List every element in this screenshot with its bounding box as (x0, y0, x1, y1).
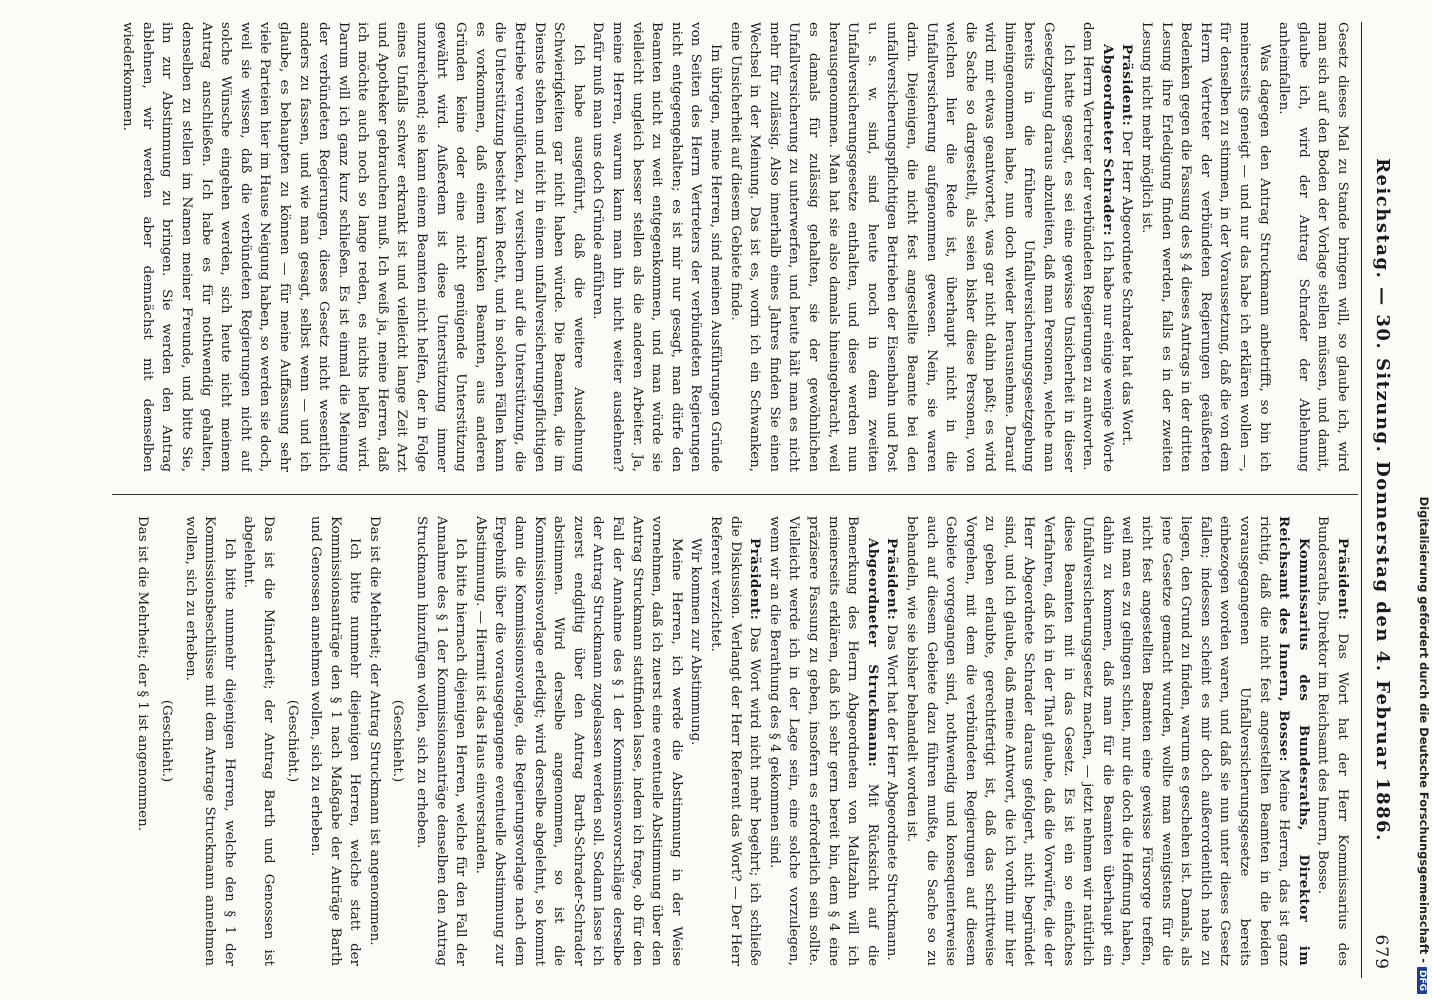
header-rule (1361, 22, 1362, 978)
speech-paragraph (882, 516, 902, 966)
speaker-name: Präsident: (1119, 44, 1136, 127)
body-paragraph: Was dagegen den Antrag Struckmann anbetrifft, so bin ich meinerseits geneigt — und nur das habe ich erklären wollen —, für denselben zu stimmen, in der Voraussetzung, daß die von dem Herrn Vertreter der verbündeten Regierungen geäußerten Bedenken gegen die Fassung des § 4 dieses Antrags in der dritten Lesung ihre Erledigung finden werden, falls es in der zweiten Lesung nicht mehr möglich ist. (1139, 22, 1272, 472)
body-paragraph: Das ist die Mehrheit; der § 1 ist angenommen. (135, 516, 151, 831)
speaker-name: Präsident: (747, 538, 764, 621)
body-paragraph: Gesetz dieses Mal zu Stande bringen will, so glaube ich, wird man sich auf den Boden der Vorlage stellen müssen, und damit, glaube ich, wird der Antrag Schrader der Ablehnung anheimfallen. (1276, 22, 1350, 472)
body-paragraph: Ich bitte nunmehr diejenigen Herren, welche statt der Kommissionsanträge den § 1 nach Maßgabe der Anträge Barth und Genossen annehmen wollen, sich zu erheben. (308, 516, 363, 966)
speech-text: Mit Rücksicht auf die Bemerkung des Herrn Abgeordneten von Maltzahn will ich meinerseits erklären, daß ich sehr gern bereit bin, dem § 4 eine präzisere Fassung zu geben, insofern es erforderlich sein sollte. Vielleicht werde ich in der Lage sein, eine solche vorzulegen, wenn wir an die Berathung des § 4 gekommen sind. (766, 516, 880, 966)
body-paragraph: Im übrigen, meine Herren, sind meinen Ausführungen Gründe von Seiten des Herrn Vertreters der verbündeten Regierungen nicht entgegengehalten; es ist mir nur gesagt, man dürfe den Beamten nicht zu weit entgegenkommen, und man würde sie vielleicht ungleich besser stellen als die anderen Arbeiter. Ja, meine Herren, warum kann man ihn nicht weiter ausdehnen? Dafür muß man uns doch Gründe anführen. (590, 22, 723, 472)
speech-text: Das Wort hat der Herr Kommissarius des Bundesraths, Direktor im Reichsamt des Innern, Bosse. (1315, 516, 1350, 966)
speech-text: Meine Herren, das ist ganz richtig, daß die nicht fest angestellten Beamten in die beiden vorausgegangenen Unfallversicherungsgesetze bereits einbezogen worden waren, und daß sie nun unter dieses Gesetz fallen; indessen scheint es mir doch außerordentlich nahe zu liegen, den Grund zu finden, warum es geschehen ist. Damals, als jene Gesetze gemacht wurden, wollte man wenigstens für die nicht fest angestellten Beamten eine gewisse Fürsorge treffen, weil man es zu gelingen schien, nur die doch die Hoffnung haben, dahin zu kommen, daß man für die Beamten überhaupt ein Unfallversicherungsgesetz machen, — jetzt nehmen wir natürlich diese Beamten mit in das Gesetz. Es ist ein so einfaches Verfahren, daß ich in der That glaube, daß die Vorwürfe, die der Herr Abgeordnete Schrader daraus gefolgert, nicht begründet sind, und ich glaube, daß meine Antwort, die ich vorhin mir hier zu geben erlaubte, gerechtfertigt ist, daß das schrittweise Vorgehen, mit dem die verbündeten Regierungen auf diesem Gebiete vorgegangen sind, nothwendig und konsequenterweise auch auf diesem Gebiete dazu führen mußte, die Sache so zu behandeln, wie sie bisher behandelt worden ist. (903, 516, 1292, 966)
right-column (102, 516, 1352, 966)
running-header (1362, 22, 1392, 978)
speech-text: Ich habe nur einige wenige Worte dem Herrn Vertreter der verbündeten Regierungen zu antworten. (1080, 22, 1115, 472)
speaker-name: Präsident: (884, 538, 901, 621)
speaker-name: Abgeordneter Struckmann: (864, 538, 881, 768)
speech-text: Das Wort hat der Herr Abgeordnete Struckmann. (884, 624, 900, 961)
speech-paragraph (1313, 516, 1352, 966)
body-paragraph: Das ist die Mehrheit; der Antrag Struckmann ist angenommen. (366, 516, 382, 946)
credit-text: Digitalisierung gefördert durch die Deutsche Forschungsgemeinschaft - (1417, 496, 1431, 963)
speech-text: Der Herr Abgeordnete Schrader hat das Wort. (1119, 130, 1135, 447)
speech-paragraph (705, 516, 764, 966)
dfg-logo-icon: DFG (1417, 967, 1427, 994)
body-paragraph: Ich habe ausgeführt, daß die weitere Ausdehnung Schwierigkeiten gar nicht haben würde. Die Beamten, die im Dienste stehen und nicht in einem unfallversicherungspflichtigen Betriebe verunglücken, zu versichern auf die Unterstützung, die die Unterstützung besteht kein Recht, und in solchen Fällen kann es vorkommen, daß einem kranken Beamten, aus anderen Gründen keine oder eine nicht genügende Unterstützung gewährt wird. Außerdem ist diese Unterstützung immer unzureichend; sie kann einem Beamten nicht helfen, der in Folge eines Unfalls schwer erkrankt ist und vielleicht lange Zeit Arzt und Apotheker gebrauchen muß. Ich weiß ja, meine Herren, daß ich möchte auch noch so lange reden, es nichts helfen wird. Darum will ich ganz kurz schließen. Es ist einmal die Meinung der verbündeten Regierungen, dieses Gesetz nicht wesentlich anders zu fassen, und wie man gesagt, selbst wenn — und ich glaube, es behaupten zu können — für meine Auffassung sehr viele Parteien hier im Hause Neigung haben, so werden sie doch, weil sie wissen, daß die verbündeten Regierungen nicht auf solche Wünsche eingehen werden, sich heute nicht meinem Antrag anschließen. Ich habe es für nothwendig gehalten, denselben zu stellen im Namen meiner Freunde, und bitte Sie, ihn zur Abstimmung zu bringen. Sie werden den Antrag ablehnen, wir werden aber demnächst mit demselben wiederkommen. (120, 22, 586, 472)
digitization-sidebar (1414, 0, 1432, 1000)
dfg-credit (1413, 4, 1431, 994)
speaker-name: Präsident: (1335, 538, 1351, 621)
stage-direction: (Geschieht.) (390, 699, 406, 783)
speaker-name: Kommissarius des Bundesraths, Direktor im Reichsamt des Innern, Bosse: (1276, 516, 1312, 966)
speech-paragraph (901, 516, 1312, 966)
speaker-name: Abgeordneter Schrader: (1099, 44, 1116, 237)
speech-paragraph (764, 516, 882, 966)
speech-paragraph (1078, 22, 1117, 472)
speech-paragraph (1117, 22, 1137, 472)
body-paragraph: Das ist die Minderheit; der Antrag Barth und Genossen ist abgelehnt. (241, 516, 276, 966)
body-paragraph: Meine Herren, ich werde die Abstimmung in der Weise vornehmen, daß ich zuerst eine eventuelle Abstimmung über den Antrag Struckmann stattfinden lasse, indem ich frage, ob für den Fall der Annahme des § 1 der Kommissionsvorschläge derselbe der Antrag Struckmann zugelassen werden soll. Sodann lasse ich zuerst endgiltig über den Antrag Barth-Schrader-Schrader abstimmen. Wird derselbe angenommen, so ist die Kommissionsvorlage erledigt; wird derselbe abgelehnt, so kommt dann die Kommissionsvorlage, die Regierungsvorlage nach dem Ergebniß über die vorausgegangene eventuelle Abstimmung zur Abstimmung. — Hiermit ist das Haus einverstanden. (472, 516, 684, 966)
stage-direction: (Geschieht.) (284, 699, 300, 783)
column-divider (112, 494, 1358, 495)
body-paragraph: Wir kommen zur Abstimmung. (688, 538, 704, 746)
header-title: Reichstag. — 30. Sitzung. Donnerstag den 4. Februar 1886. (1372, 158, 1393, 842)
speech-text: Das Wort wird nicht mehr begehrt; ich schließe die Diskussion. Verlangt der Herr Referent das Wort? — Der Herr Referent verzichtet. (708, 516, 763, 966)
body-paragraph: Ich bitte nunmehr diejenigen Herren, welche den § 1 der Kommissionsbeschlüsse mit dem Antrage Struckmann annehmen wollen, sich zu erheben. (182, 516, 237, 966)
rotated-page-content (92, 22, 1392, 978)
body-paragraph: Ich hatte gesagt, es sei eine gewisse Unsicherheit in dieser Gesetzgebung daraus abzuleiten, daß man Personen, welche man bereits in die frühere Unfallversicherungsgesetzgebung hineingenommen habe, nun doch wieder herausnehme. Darauf wird mir etwas geantwortet, was gar nicht dahin paßt; es wird die Sache so dargestellt, als seien bisher diese Personen, von welchen hier die Rede ist, überhaupt nicht in die Unfallversicherung aufgenommen gewesen. Nein, sie waren darin. Diejenigen, die nicht fest angestellte Beamte bei den unfallversicherungspflichtigen Betrieben der Eisenbahn und Post u. s. w. sind, sind heute noch in dem zweiten Unfallversicherungsgesetze enthalten, und diese werden nun herausgenommen. Man hat sie also damals hineingebracht, weil es damals für zulässig gehalten, sie der gewöhnlichen Unfallversicherung zu unterwerfen, und heute hält man es nicht mehr für zulässig. Also innerhalb eines Jahres finden Sie einen Wechsel in der Meinung. Das ist es, worin ich ein Schwanken, eine Unsicherheit auf diesem Gebiete finde. (727, 22, 1076, 472)
left-column (102, 22, 1352, 472)
page-number: 679 (1371, 934, 1391, 970)
body-paragraph: Ich bitte hiernach diejenigen Herren, welche für den Fall der Annahme des § 1 der Kommissionsanträge denselben den Antrag Struckmann hinzufügen wollen, sich zu erheben. (414, 516, 469, 966)
stage-direction: (Geschieht.) (158, 699, 174, 783)
